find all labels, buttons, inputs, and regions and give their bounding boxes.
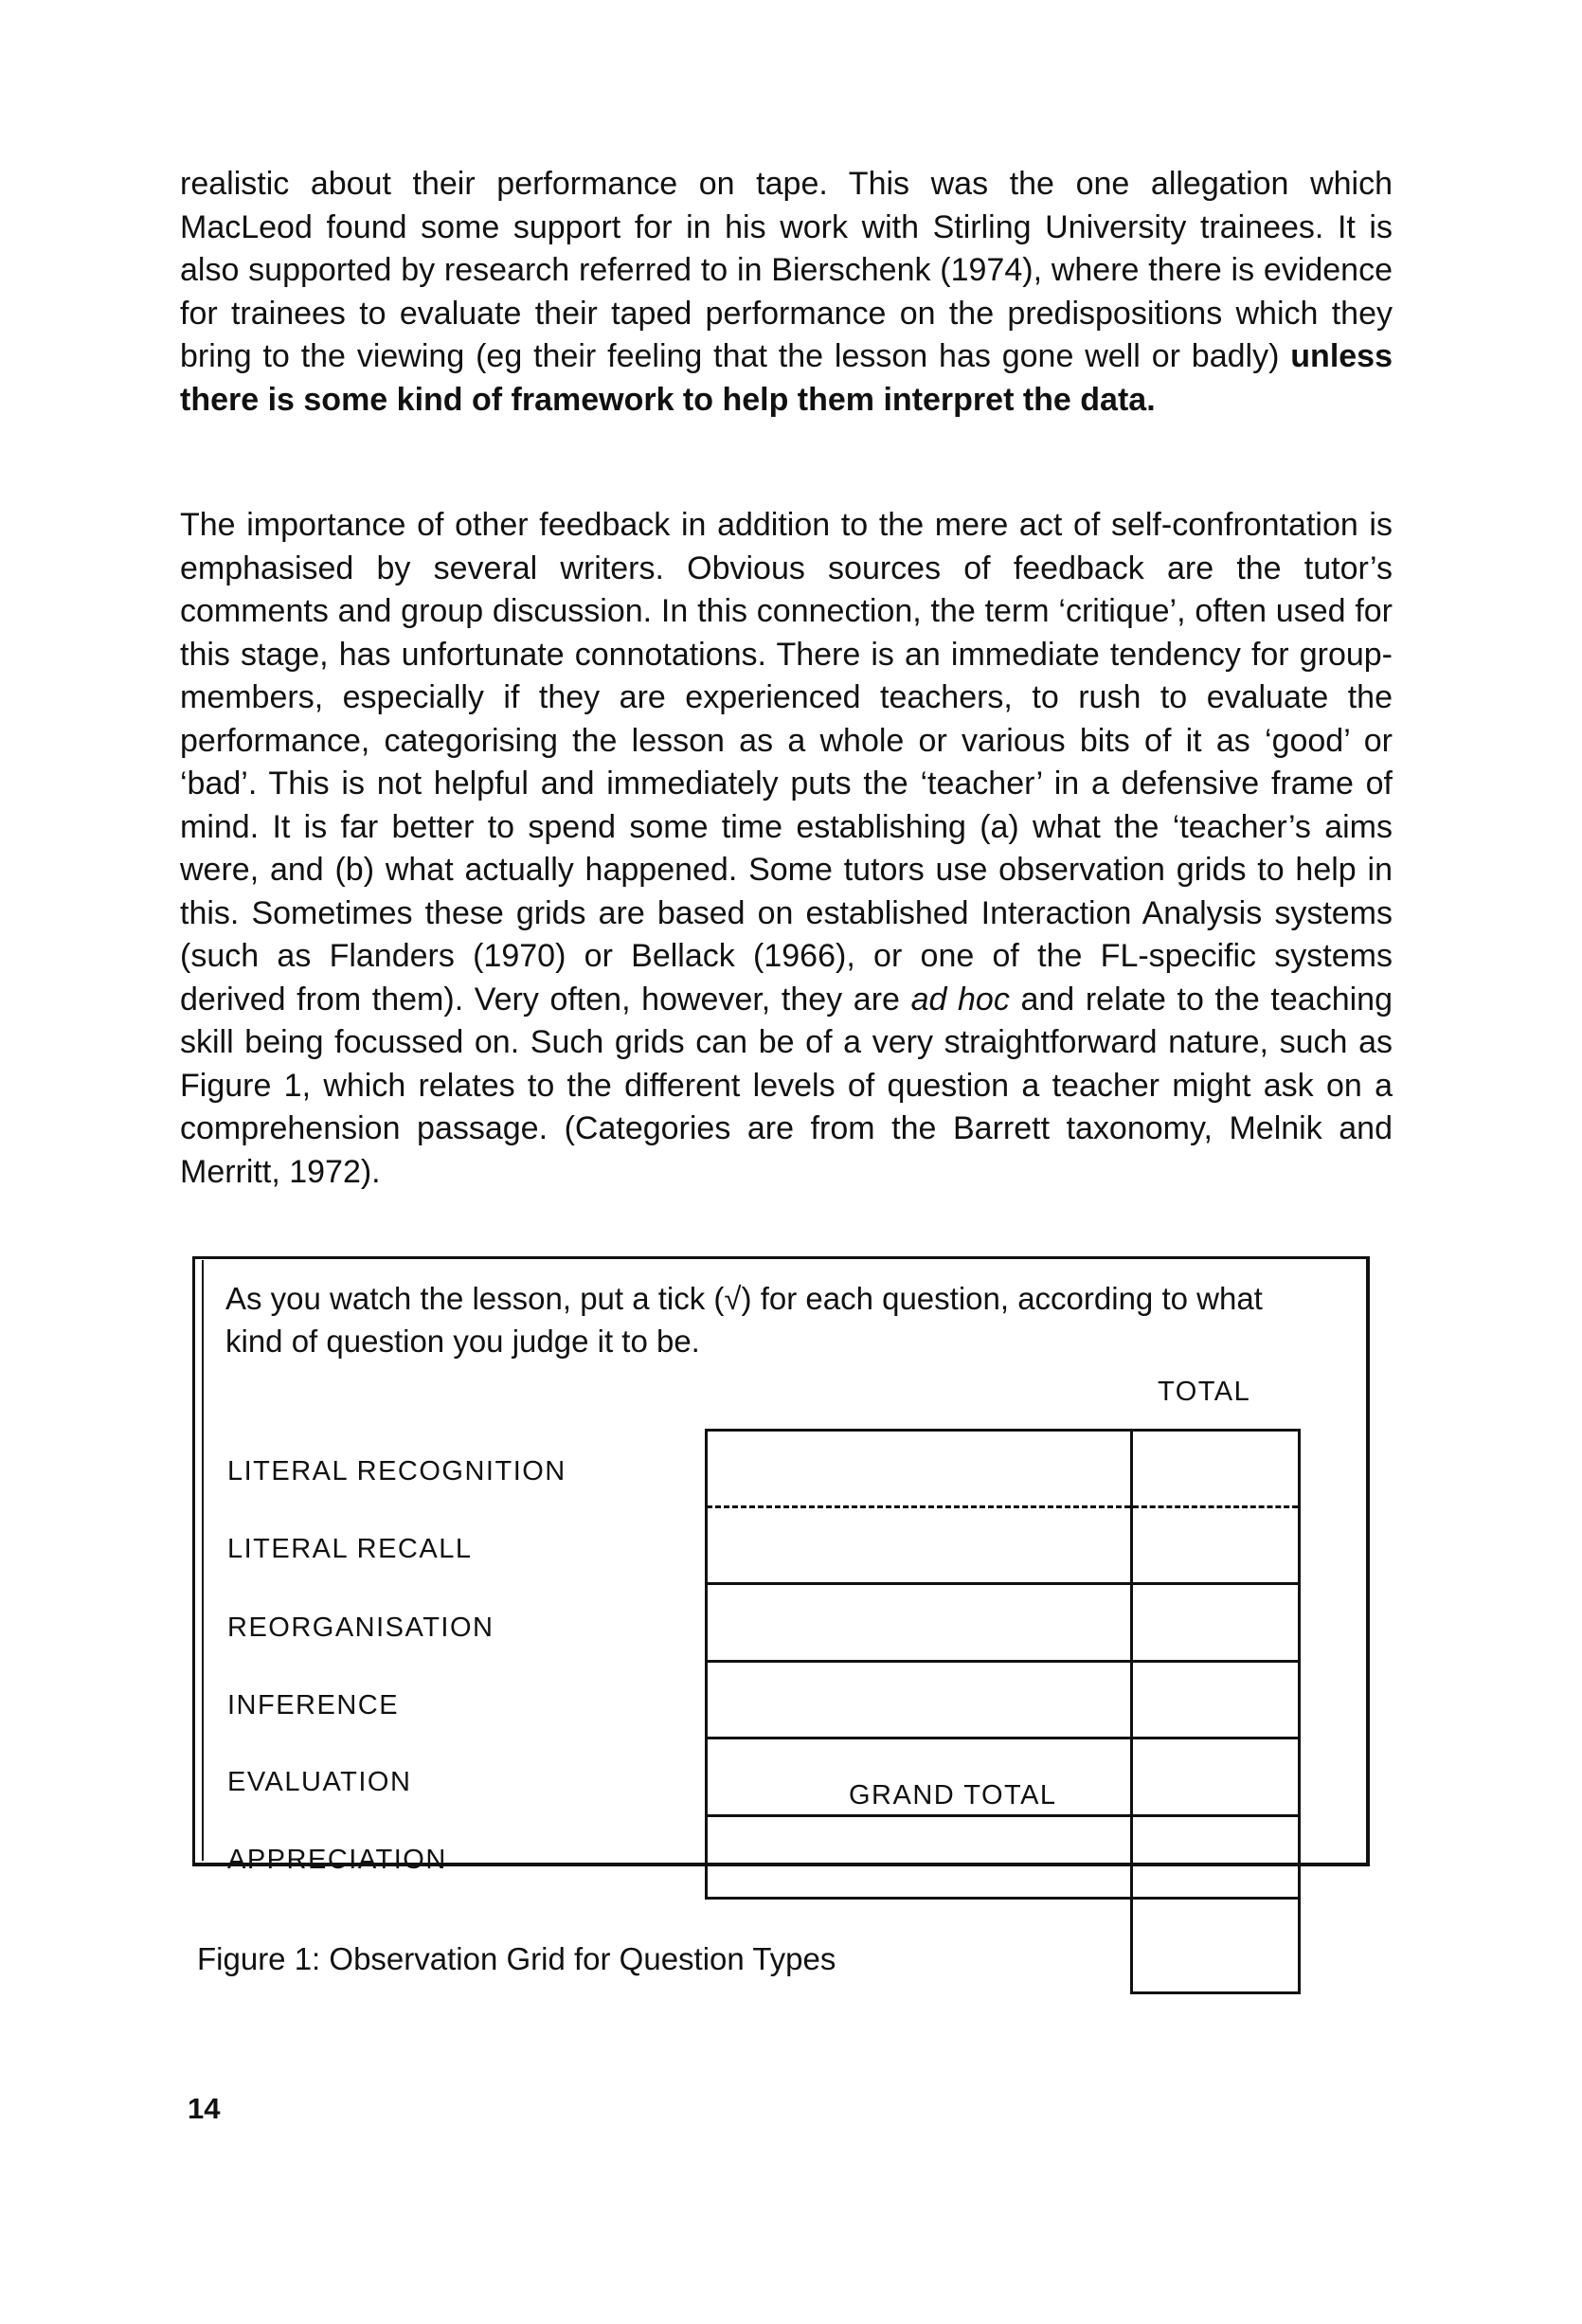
paragraph-2-text-b: and relate to the teaching skill being focussed on. Such grids can be of a very straightforward nature, such as Figure 1, which relates to the different levels of question a teacher might ask on a comprehension passage. (Categories are from the Barrett taxonomy, Melnik and Merritt, 1972).	[180, 981, 1393, 1190]
page-number: 14	[188, 2092, 221, 2125]
paragraph-2-text-a: The importance of other feedback in addition to the mere act of self-confrontation is emphasised by several writers. Obvious sources of feedback are the tutor’s comments and group discussion. In this connection, the term ‘critique’, often used for this stage, has unfortunate connotations. There is an immediate tendency for group-members, especially if they are experienced teachers, to rush to evaluate the performance, categorising the lesson as a whole or various bits of it as ‘good’ or ‘bad’. This is not helpful and immediately puts the ‘teacher’ in a defensive frame of mind. It is far better to spend some time establishing (a) what the ‘teacher’s aims were, and (b) what actually happened. Some tutors use observation grids to help in this. Sometimes these grids are based on established Interaction Analysis systems (such as Flanders (1970) or Bellack (1966), or one of the FL-specific systems derived from them). Very often, however, they are	[180, 507, 1393, 1018]
grid-row-line-4	[705, 1814, 1301, 1817]
figure-instruction: As you watch the lesson, put a tick (√) for each question, according to what kind of question you judge it to be.	[225, 1281, 1263, 1359]
paragraph-1-text: realistic about their performance on tape. This was the one allegation which MacLeod found some support for in his work with Stirling University trainees. It is also supported by research referred to in Bierschenk (1974), where there is evidence for trainees to evaluate their taped performance on the predispositions which they bring to the viewing (eg their feeling that the lesson has gone well or badly)	[180, 166, 1393, 374]
row-label-evaluation: EVALUATION	[227, 1767, 412, 1797]
grid-right-edge	[1298, 1429, 1301, 1993]
grid-row-line-3	[705, 1737, 1301, 1739]
paragraph-2	[180, 504, 1393, 1194]
paragraph-1	[180, 163, 1393, 422]
figure-inner-rule	[202, 1260, 204, 1861]
row-label-inference: INFERENCE	[227, 1690, 400, 1720]
grid-left-edge	[705, 1429, 708, 1899]
grid-row-line-2	[705, 1660, 1301, 1663]
grid-dashed-separator-right	[1133, 1505, 1298, 1508]
paragraph-2-italic-text: ad hoc	[910, 981, 1010, 1018]
row-label-appreciation: APPRECIATION	[227, 1845, 447, 1875]
grid-row-line-5	[705, 1897, 1301, 1900]
grid-dashed-separator-left	[707, 1505, 1130, 1508]
grid-divider	[1130, 1429, 1133, 1993]
grand-total-bottom-edge	[1130, 1991, 1301, 1994]
row-label-reorganisation: REORGANISATION	[227, 1612, 494, 1643]
paragraph-1-bold-text: unless there is some kind of framework to help them interpret the data.	[180, 338, 1393, 418]
row-label-literal-recall: LITERAL RECALL	[227, 1534, 473, 1564]
row-label-literal-recognition: LITERAL RECOGNITION	[227, 1456, 566, 1486]
figure-caption: Figure 1: Observation Grid for Question Types	[197, 1941, 836, 1976]
grid-top-edge	[705, 1429, 1301, 1432]
grand-total-label: GRAND TOTAL	[849, 1780, 1057, 1811]
grid-row-line-1	[705, 1582, 1301, 1585]
total-column-header: TOTAL	[1158, 1377, 1251, 1407]
